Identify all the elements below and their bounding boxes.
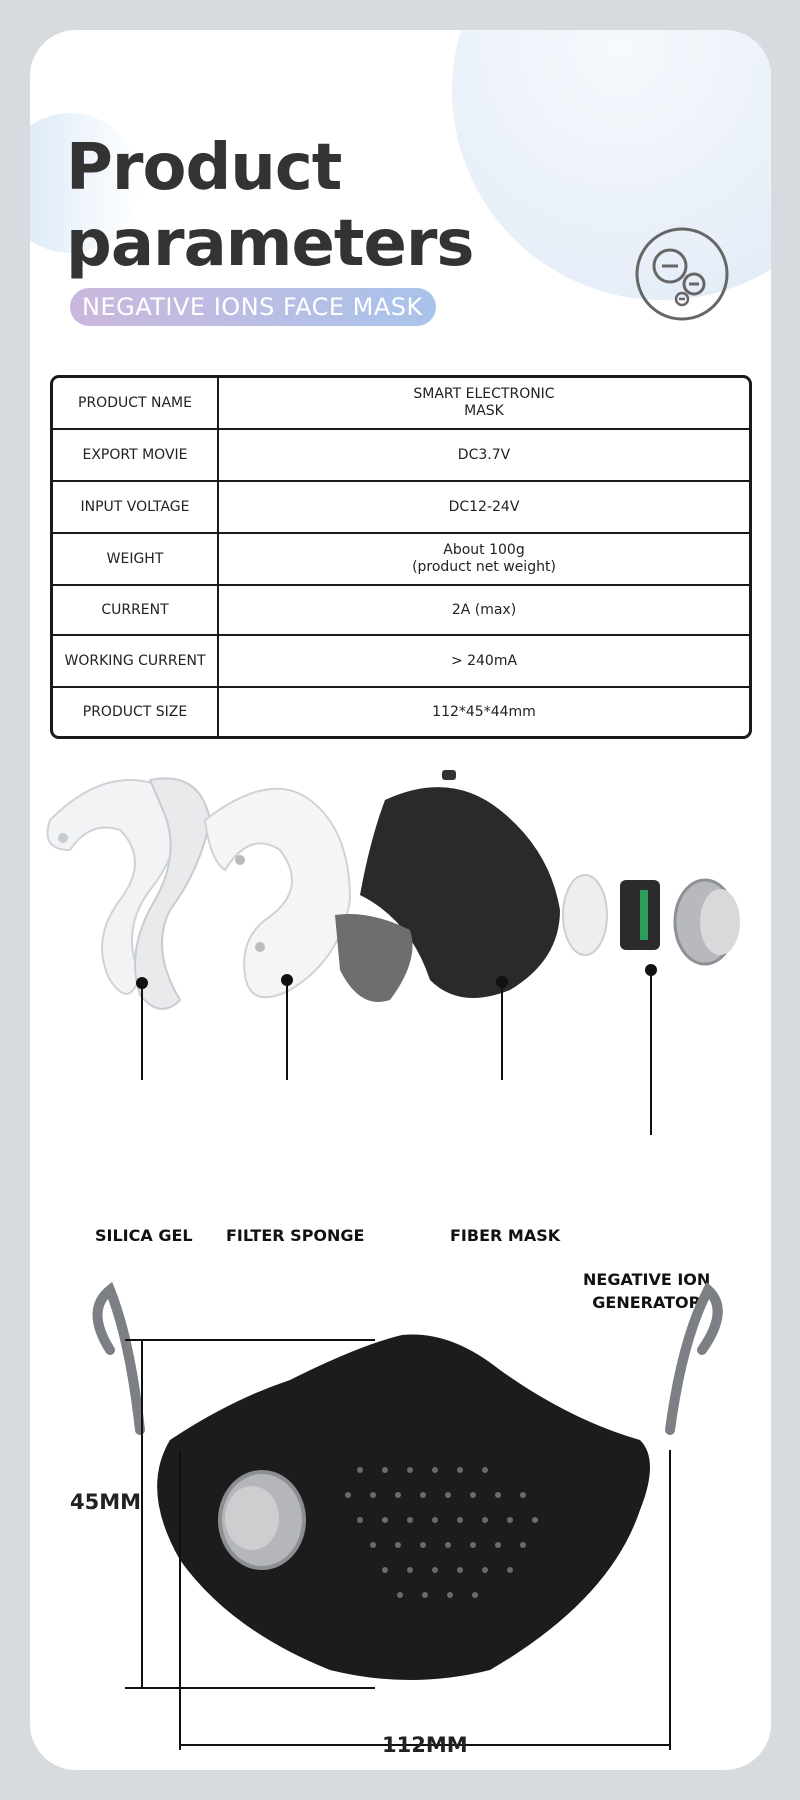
spec-value: 112*45*44mm (432, 703, 536, 720)
table-row (53, 636, 749, 688)
silica-gel-part (48, 778, 211, 1009)
spec-label: CURRENT (53, 586, 219, 634)
spec-value: > 240mA (450, 652, 518, 669)
table-row (53, 586, 749, 636)
spec-label: PRODUCT SIZE (53, 688, 219, 736)
spec-table (50, 375, 752, 739)
spec-value: DC12-24V (448, 498, 520, 515)
title-line-1: Product (66, 131, 342, 205)
filter-sponge-label: FILTER SPONGE (226, 1226, 365, 1245)
spec-label: WEIGHT (53, 534, 219, 584)
spec-label: INPUT VOLTAGE (53, 482, 219, 532)
product-card (30, 30, 771, 1770)
page-title (66, 130, 474, 282)
filter-sponge-part (205, 789, 350, 998)
spec-label: PRODUCT NAME (53, 378, 219, 428)
table-row (53, 688, 749, 736)
spec-value: 2A (max) (451, 601, 517, 618)
negative-ion-generator-part (563, 875, 740, 964)
table-row (53, 430, 749, 482)
mask-dimension-diagram (30, 1270, 771, 1750)
fiber-mask-label: FIBER MASK (450, 1226, 561, 1245)
negative-ion-generator-label: NEGATIVE ION GENERATOR (583, 1270, 711, 1312)
subtitle-badge: NEGATIVE IONS FACE MASK (70, 288, 436, 326)
silica-gel-label: SILICA GEL (95, 1226, 193, 1245)
width-dimension-label: 112MM (382, 1733, 468, 1757)
spec-value: DC3.7V (457, 446, 511, 463)
negative-ion-icon (634, 226, 730, 322)
spec-label: EXPORT MOVIE (53, 430, 219, 480)
title-line-2: parameters (66, 207, 474, 281)
table-row (53, 482, 749, 534)
height-dimension-label: 45MM (70, 1490, 142, 1514)
spec-value: SMART ELECTRONIC MASK (413, 386, 555, 419)
table-row (53, 378, 749, 430)
spec-value: About 100g (product net weight) (412, 542, 556, 575)
exploded-view (30, 760, 771, 1180)
spec-label: WORKING CURRENT (53, 636, 219, 686)
fiber-mask-part (335, 770, 560, 1002)
table-row (53, 534, 749, 586)
